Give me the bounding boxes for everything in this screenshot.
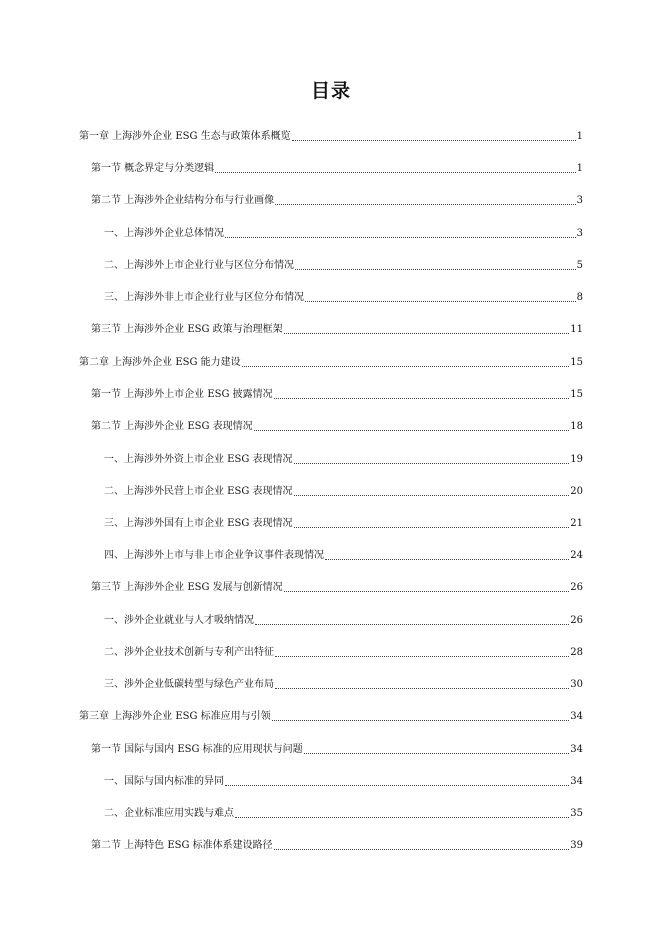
toc-entry-label: 第三章 上海涉外企业 ESG 标准应用与引领 — [79, 711, 271, 722]
toc-page-number: 20 — [570, 486, 583, 497]
toc-title: 目录 — [310, 80, 351, 102]
toc-entry-chapter-3[interactable] — [79, 708, 583, 724]
toc-entry-label: 第一节 国际与国内 ESG 标准的应用现状与问题 — [91, 744, 303, 755]
toc-page-number: 18 — [570, 421, 583, 432]
toc-page-number: 35 — [570, 808, 583, 819]
toc-entry-label: 一、国际与国内标准的异同 — [104, 776, 224, 787]
toc-entry-label: 三、上海涉外国有上市企业 ESG 表现情况 — [104, 518, 293, 529]
toc-entry-label: 第三节 上海涉外企业 ESG 发展与创新情况 — [91, 582, 283, 593]
dot-leader — [284, 590, 570, 592]
toc-entry-subsection[interactable] — [104, 225, 583, 241]
toc-page-number: 28 — [570, 647, 583, 658]
toc-page-number: 11 — [570, 324, 583, 335]
dot-leader — [275, 687, 569, 689]
toc-page-number: 34 — [570, 776, 583, 787]
toc-entry-label: 第一节 概念界定与分类逻辑 — [91, 163, 215, 174]
toc-entry-label: 第二节 上海涉外企业 ESG 表现情况 — [91, 421, 253, 432]
toc-entry-section[interactable] — [91, 579, 583, 595]
toc-entry-label: 一、上海涉外企业总体情况 — [104, 228, 224, 239]
toc-entry-subsection[interactable] — [104, 515, 583, 531]
dot-leader — [274, 848, 570, 850]
toc-entry-label: 第二节 上海特色 ESG 标准体系建设路径 — [91, 840, 273, 851]
toc-entry-subsection[interactable] — [104, 612, 583, 628]
toc-page-number: 15 — [570, 389, 583, 400]
toc-entry-label: 二、涉外企业技术创新与专利产出特征 — [104, 647, 274, 658]
toc-entry-subsection[interactable] — [104, 547, 583, 563]
toc-entry-subsection[interactable] — [104, 483, 583, 499]
toc-entry-subsection[interactable] — [104, 451, 583, 467]
toc-entry-section[interactable] — [91, 192, 583, 208]
toc-page-number: 3 — [576, 228, 583, 239]
toc-page-number: 39 — [570, 840, 583, 851]
toc-entry-label: 二、上海涉外民营上市企业 ESG 表现情况 — [104, 486, 293, 497]
toc-page-number: 26 — [570, 615, 583, 626]
toc-entry-label: 第一章 上海涉外企业 ESG 生态与政策体系概览 — [79, 131, 291, 142]
toc-page-number: 26 — [570, 582, 583, 593]
toc-entry-chapter-2[interactable] — [79, 354, 583, 370]
dot-leader — [215, 171, 575, 173]
toc-page-number: 3 — [576, 195, 583, 206]
dot-leader — [225, 236, 576, 238]
toc-page-number: 1 — [576, 131, 583, 142]
dot-leader — [292, 139, 576, 141]
dot-leader — [284, 332, 570, 334]
toc-entry-label: 三、上海涉外非上市企业行业与区位分布情况 — [104, 292, 304, 303]
toc-entry-label: 第二章 上海涉外企业 ESG 能力建设 — [79, 357, 241, 368]
dot-leader — [294, 462, 570, 464]
toc-page-number: 30 — [570, 679, 583, 690]
toc-entry-label: 四、上海涉外上市与非上市企业争议事件表现情况 — [104, 550, 324, 561]
toc-entry-label: 第三节 上海涉外企业 ESG 政策与治理框架 — [91, 324, 283, 335]
toc-entry-subsection[interactable] — [104, 676, 583, 692]
toc-entry-label: 三、涉外企业低碳转型与绿色产业布局 — [104, 679, 274, 690]
toc-entry-section[interactable] — [91, 386, 583, 402]
toc-page-number: 15 — [570, 357, 583, 368]
toc-page-number: 21 — [570, 518, 583, 529]
toc-entry-label: 一、涉外企业就业与人才吸纳情况 — [104, 615, 254, 626]
toc-page-number: 19 — [570, 454, 583, 465]
toc-page-number: 8 — [576, 292, 583, 303]
toc-entry-subsection[interactable] — [104, 644, 583, 660]
toc-entry-label: 二、企业标准应用实践与难点 — [104, 808, 234, 819]
toc-page-number: 34 — [570, 744, 583, 755]
dot-leader — [325, 558, 569, 560]
dot-leader — [275, 655, 569, 657]
dot-leader — [304, 752, 570, 754]
toc-entry-chapter-1[interactable] — [79, 128, 583, 144]
toc-entry-section[interactable] — [91, 160, 583, 176]
toc-entry-label: 一、上海涉外外资上市企业 ESG 表现情况 — [104, 454, 293, 465]
dot-leader — [272, 719, 570, 721]
toc-page-number: 1 — [576, 163, 583, 174]
toc-entry-label: 第二节 上海涉外企业结构分布与行业画像 — [91, 195, 275, 206]
dot-leader — [294, 494, 570, 496]
toc-entry-section[interactable] — [91, 418, 583, 434]
toc-page-number: 34 — [570, 711, 583, 722]
toc-page-number: 24 — [570, 550, 583, 561]
dot-leader — [235, 816, 569, 818]
dot-leader — [242, 365, 570, 367]
dot-leader — [294, 526, 570, 528]
dot-leader — [274, 397, 570, 399]
toc-entry-section[interactable] — [91, 321, 583, 337]
toc-page-number: 5 — [576, 260, 583, 271]
dot-leader — [255, 623, 569, 625]
dot-leader — [275, 203, 575, 205]
toc-entry-subsection[interactable] — [104, 773, 583, 789]
toc-entry-subsection[interactable] — [104, 289, 583, 305]
dot-leader — [225, 784, 569, 786]
toc-entry-subsection[interactable] — [104, 257, 583, 273]
toc-entry-label: 二、上海涉外上市企业行业与区位分布情况 — [104, 260, 294, 271]
dot-leader — [295, 268, 576, 270]
toc-entry-label: 第一节 上海涉外上市企业 ESG 披露情况 — [91, 389, 273, 400]
toc-entry-section[interactable] — [91, 741, 583, 757]
dot-leader — [254, 429, 570, 431]
toc-entry-subsection[interactable] — [104, 805, 583, 821]
toc-entry-section[interactable] — [91, 837, 583, 853]
dot-leader — [305, 300, 576, 302]
